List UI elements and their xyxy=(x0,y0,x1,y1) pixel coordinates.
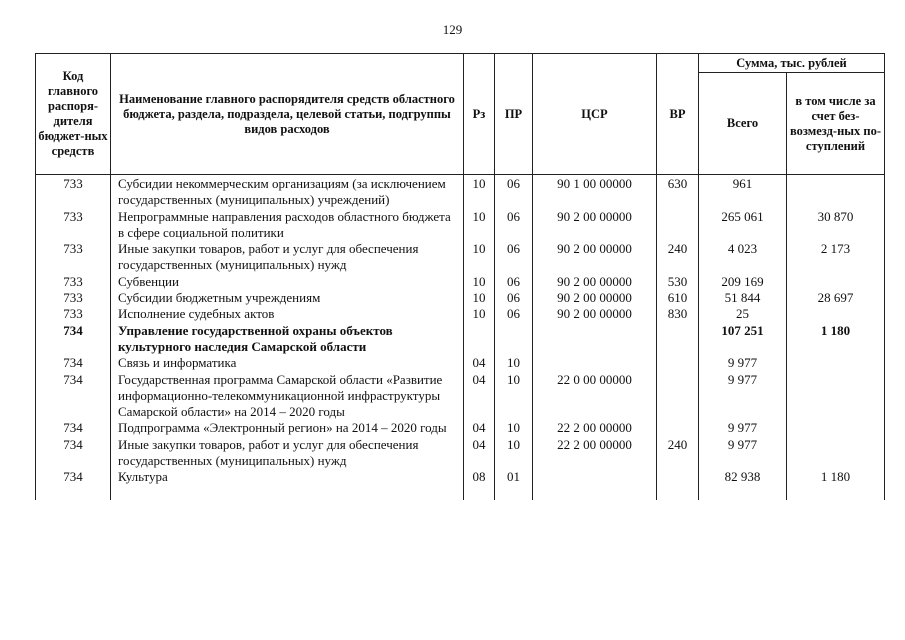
header-code: Код главного распоря-дителя бюджет-ных средств xyxy=(36,54,111,175)
cell-csr: 22 0 00 00000 xyxy=(533,372,657,421)
cell-free xyxy=(787,175,885,209)
cell-code: 733 xyxy=(36,274,111,290)
cell-pr: 06 xyxy=(495,290,533,306)
cell-total: 9 977 xyxy=(699,355,787,371)
cell-vr: 830 xyxy=(657,306,699,322)
cell-code: 733 xyxy=(36,175,111,209)
cell-name: Подпрограмма «Электронный регион» на 2014 – 2020 годы xyxy=(111,420,464,436)
cell-free xyxy=(787,437,885,470)
table-row xyxy=(36,241,885,274)
cell-code: 733 xyxy=(36,290,111,306)
table-row xyxy=(36,420,885,436)
cell-csr: 22 2 00 00000 xyxy=(533,437,657,470)
cell-code: 733 xyxy=(36,209,111,242)
cell-pr: 06 xyxy=(495,175,533,209)
cell-free: 2 173 xyxy=(787,241,885,274)
cell-vr xyxy=(657,355,699,371)
cell-rz: 04 xyxy=(464,355,495,371)
cell-name: Иные закупки товаров, работ и услуг для обеспечения государственных (муниципальных) нужд xyxy=(111,241,464,274)
cell-total: 9 977 xyxy=(699,372,787,421)
cell-pr: 06 xyxy=(495,209,533,242)
cell-code: 734 xyxy=(36,355,111,371)
cell-pr: 10 xyxy=(495,437,533,470)
cell-code: 733 xyxy=(36,306,111,322)
cell-csr: 90 2 00 00000 xyxy=(533,241,657,274)
table-header xyxy=(36,54,885,175)
cell-pr: 01 xyxy=(495,469,533,499)
cell-rz xyxy=(464,323,495,356)
cell-code: 734 xyxy=(36,372,111,421)
cell-code: 734 xyxy=(36,323,111,356)
cell-rz: 04 xyxy=(464,437,495,470)
cell-total: 9 977 xyxy=(699,437,787,470)
header-name: Наименование главного распорядителя средств областного бюджета, раздела, подраздела, целевой статьи, подгруппы видов расходов xyxy=(111,54,464,175)
table-row xyxy=(36,469,885,499)
table-row xyxy=(36,372,885,421)
cell-pr: 06 xyxy=(495,274,533,290)
cell-rz: 10 xyxy=(464,306,495,322)
cell-code: 734 xyxy=(36,469,111,499)
cell-vr: 240 xyxy=(657,437,699,470)
cell-total: 209 169 xyxy=(699,274,787,290)
cell-rz: 08 xyxy=(464,469,495,499)
table-row xyxy=(36,306,885,322)
cell-free: 30 870 xyxy=(787,209,885,242)
header-vr: ВР xyxy=(657,54,699,175)
cell-free xyxy=(787,372,885,421)
table-row xyxy=(36,209,885,242)
cell-free xyxy=(787,306,885,322)
cell-name: Субсидии бюджетным учреждениям xyxy=(111,290,464,306)
cell-rz: 10 xyxy=(464,175,495,209)
cell-vr xyxy=(657,469,699,499)
cell-vr: 630 xyxy=(657,175,699,209)
table-row xyxy=(36,175,885,209)
header-sum: Сумма, тыс. рублей xyxy=(699,54,885,73)
cell-name: Государственная программа Самарской области «Развитие информационно-телекоммуникационной инфраструктуры Самарской области» на 2014 – 2020 годы xyxy=(111,372,464,421)
cell-vr: 610 xyxy=(657,290,699,306)
cell-pr: 10 xyxy=(495,372,533,421)
cell-name: Связь и информатика xyxy=(111,355,464,371)
cell-vr xyxy=(657,372,699,421)
cell-csr: 90 2 00 00000 xyxy=(533,290,657,306)
cell-csr: 22 2 00 00000 xyxy=(533,420,657,436)
cell-total: 265 061 xyxy=(699,209,787,242)
cell-free: 28 697 xyxy=(787,290,885,306)
cell-total: 107 251 xyxy=(699,323,787,356)
cell-name: Управление государственной охраны объектов культурного наследия Самарской области xyxy=(111,323,464,356)
cell-csr xyxy=(533,469,657,499)
cell-rz: 10 xyxy=(464,209,495,242)
cell-total: 961 xyxy=(699,175,787,209)
cell-csr: 90 2 00 00000 xyxy=(533,209,657,242)
cell-name: Непрограммные направления расходов областного бюджета в сфере социальной политики xyxy=(111,209,464,242)
cell-total: 82 938 xyxy=(699,469,787,499)
table-body xyxy=(36,175,885,500)
cell-csr xyxy=(533,323,657,356)
cell-csr xyxy=(533,355,657,371)
cell-name: Исполнение судебных актов xyxy=(111,306,464,322)
cell-vr xyxy=(657,420,699,436)
page-number: 129 xyxy=(442,22,463,37)
header-free: в том числе за счет без-возмезд-ных по-ступлений xyxy=(787,73,885,175)
cell-pr: 06 xyxy=(495,306,533,322)
table-row xyxy=(36,290,885,306)
cell-code: 733 xyxy=(36,241,111,274)
cell-total: 9 977 xyxy=(699,420,787,436)
cell-code: 734 xyxy=(36,420,111,436)
cell-rz: 04 xyxy=(464,420,495,436)
budget-table xyxy=(35,53,885,500)
header-rz: Рз xyxy=(464,54,495,175)
table-row xyxy=(36,355,885,371)
cell-vr xyxy=(657,323,699,356)
cell-pr: 10 xyxy=(495,355,533,371)
cell-rz: 04 xyxy=(464,372,495,421)
cell-pr xyxy=(495,323,533,356)
cell-rz: 10 xyxy=(464,241,495,274)
cell-free: 1 180 xyxy=(787,469,885,499)
cell-pr: 06 xyxy=(495,241,533,274)
cell-vr: 240 xyxy=(657,241,699,274)
header-pr: ПР xyxy=(495,54,533,175)
cell-free xyxy=(787,420,885,436)
cell-total: 4 023 xyxy=(699,241,787,274)
cell-csr: 90 2 00 00000 xyxy=(533,306,657,322)
cell-vr: 530 xyxy=(657,274,699,290)
cell-name: Иные закупки товаров, работ и услуг для обеспечения государственных (муниципальных) нужд xyxy=(111,437,464,470)
cell-total: 25 xyxy=(699,306,787,322)
cell-vr xyxy=(657,209,699,242)
cell-free xyxy=(787,355,885,371)
cell-rz: 10 xyxy=(464,274,495,290)
table-row xyxy=(36,274,885,290)
cell-total: 51 844 xyxy=(699,290,787,306)
cell-pr: 10 xyxy=(495,420,533,436)
cell-rz: 10 xyxy=(464,290,495,306)
cell-free: 1 180 xyxy=(787,323,885,356)
table-row xyxy=(36,437,885,470)
cell-free xyxy=(787,274,885,290)
cell-csr: 90 2 00 00000 xyxy=(533,274,657,290)
header-total: Всего xyxy=(699,73,787,175)
cell-name: Субвенции xyxy=(111,274,464,290)
cell-name: Субсидии некоммерческим организациям (за исключением государственных (муниципальных) учреждений) xyxy=(111,175,464,209)
header-csr: ЦСР xyxy=(533,54,657,175)
cell-code: 734 xyxy=(36,437,111,470)
cell-csr: 90 1 00 00000 xyxy=(533,175,657,209)
cell-name: Культура xyxy=(111,469,464,499)
table-row xyxy=(36,323,885,356)
